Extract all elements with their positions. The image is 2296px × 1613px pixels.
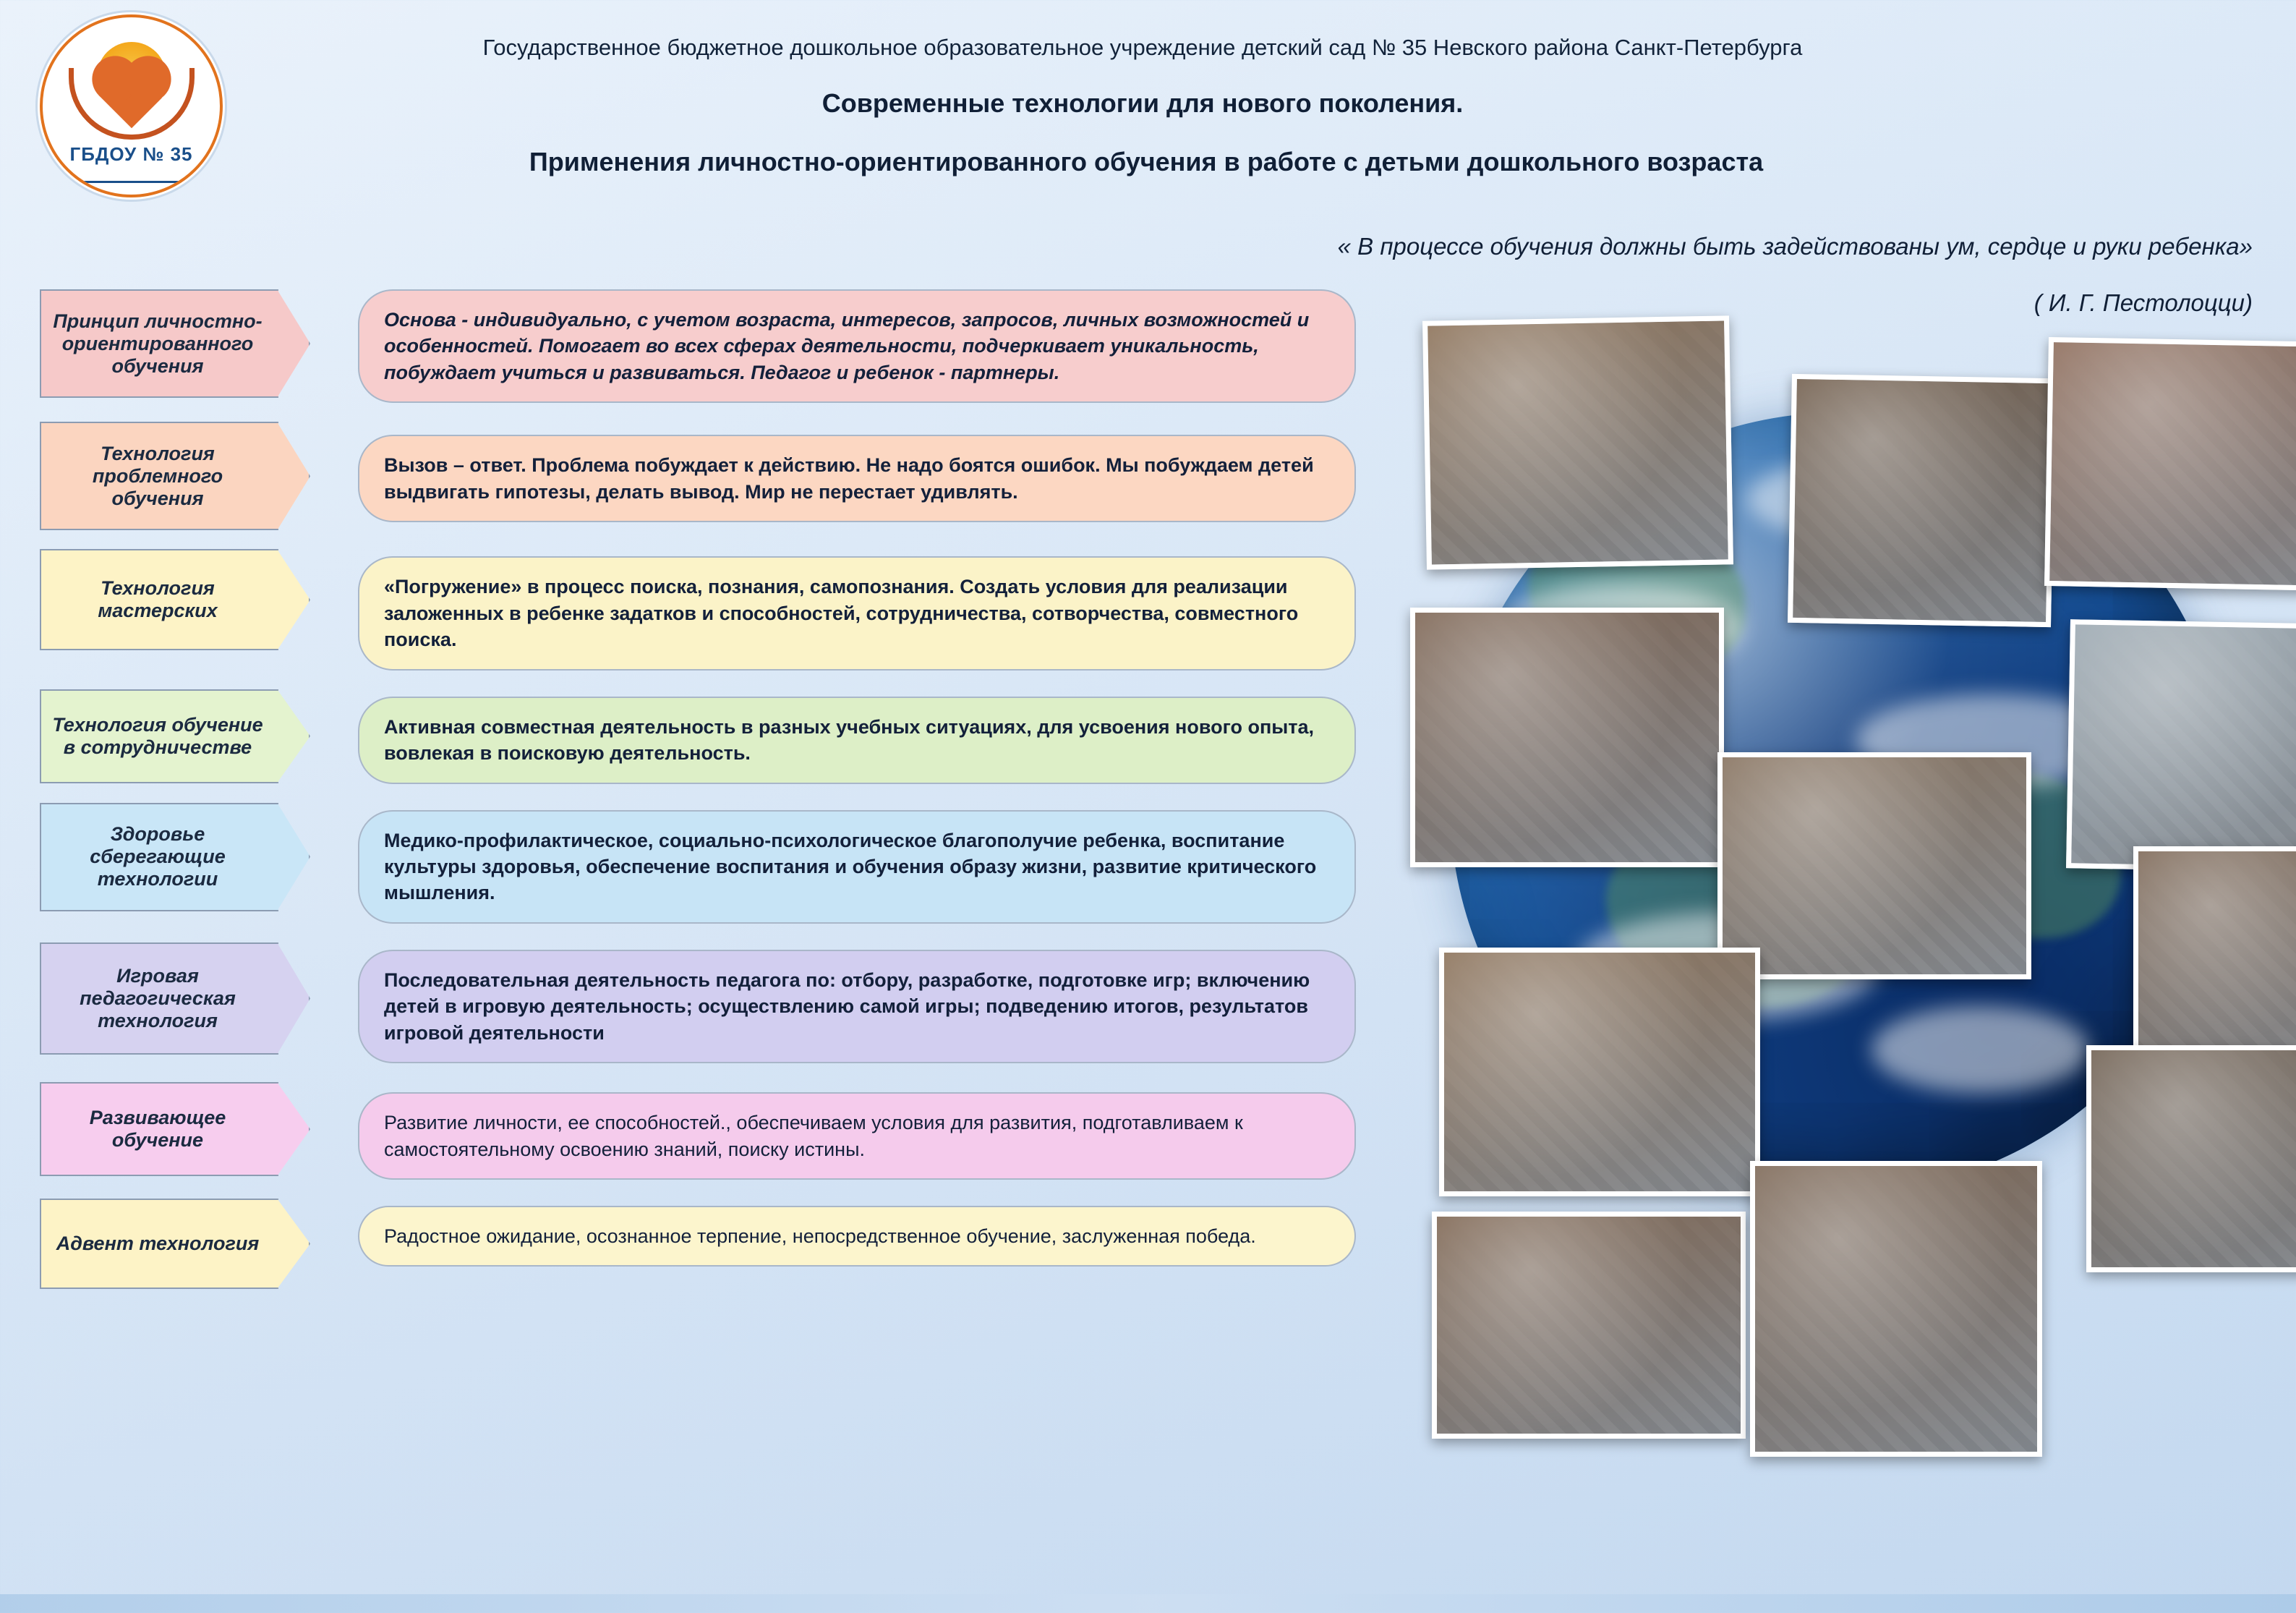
photo-image xyxy=(1437,1217,1741,1434)
photo-construction-table xyxy=(1422,315,1733,569)
photo-image xyxy=(1415,613,1719,862)
photo-image xyxy=(1793,379,2050,622)
technology-description: Последовательная деятельность педагога по: отбору, разработке, подготовке игр; включению детей в игровую деятельность; осуществлению самой игры; подведению итогов, результатов игровой деятельности xyxy=(358,950,1356,1063)
organization-name: Государственное бюджетное дошкольное образовательное учреждение детский сад № 35 Невского района Санкт-Петербурга xyxy=(482,35,1803,60)
technology-description: «Погружение» в процесс поиска, познания, самопознания. Создать условия для реализации заложенных в ребенке задатков и способностей, сотрудничества, сотворчества, совместного поиска. xyxy=(358,556,1356,670)
logo-arc xyxy=(59,181,204,183)
epigraph-author: ( И. Г. Пестолоцци) xyxy=(2033,289,2253,316)
photo-girl-portrait xyxy=(2133,846,2296,1073)
technology-tag[interactable]: Развивающее обучение xyxy=(40,1082,278,1176)
photo-long-table-craft xyxy=(1750,1161,2042,1457)
technology-row xyxy=(0,803,1417,924)
technology-tag[interactable]: Технология обучение в сотрудничестве xyxy=(40,689,278,783)
technology-description: Активная совместная деятельность в разных учебных ситуациях, для усвоения нового опыта, вовлекая в поисковую деятельность. xyxy=(358,697,1356,784)
footer-stripe xyxy=(0,1594,2296,1613)
technology-tag[interactable]: Технология мастерских xyxy=(40,549,278,650)
technology-row xyxy=(0,422,1417,530)
photo-art-workshop xyxy=(1410,608,1724,867)
photo-collage xyxy=(1396,275,2296,1613)
photo-group-activity xyxy=(1432,1212,1746,1439)
technology-row xyxy=(0,289,1417,403)
technology-tag[interactable]: Здоровье сберегающие технологии xyxy=(40,803,278,911)
technology-description: Медико-профилактическое, социально-психологическое благополучие ребенка, воспитание культуры здоровья, обеспечение воспитания и обучения образу жизни, развитие критического мышления. xyxy=(358,810,1356,924)
technology-row xyxy=(0,1082,1417,1180)
photo-image xyxy=(1723,757,2026,974)
photo-craft-girls xyxy=(1439,948,1760,1196)
technology-list xyxy=(0,289,1417,1308)
technology-description: Радостное ожидание, осознанное терпение, непосредственное обучение, заслуженная победа. xyxy=(358,1206,1356,1267)
technology-tag[interactable]: Технология проблемного обучения xyxy=(40,422,278,530)
photo-image xyxy=(1444,953,1755,1191)
technology-row xyxy=(0,942,1417,1063)
technology-description: Основа - индивидуально, с учетом возраста, интересов, запросов, личных возможностей и особенностей. Помогает во всех сферах деятельности, подчеркивает уникальность, побуждает учиться и развиваться. Педагог и ребенок - партнеры. xyxy=(358,289,1356,403)
technology-row xyxy=(0,689,1417,784)
logo-label: ГБДОУ № 35 xyxy=(69,143,193,165)
page-subtitle: Применения личностно-ориентированного обучения в работе с детьми дошкольного возраста xyxy=(529,147,1764,176)
photo-image xyxy=(2091,1050,2296,1267)
photo-image xyxy=(1427,320,1728,564)
photo-image xyxy=(2071,624,2296,868)
photo-winter-group xyxy=(2066,619,2296,874)
technology-tag[interactable]: Адвент технология xyxy=(40,1199,278,1289)
photo-two-children-paper xyxy=(1788,374,2055,627)
technology-row xyxy=(0,549,1417,670)
photo-image xyxy=(2138,851,2296,1068)
page-title: Современные технологии для нового поколения. xyxy=(821,88,1464,118)
technology-description: Вызов – ответ. Проблема побуждает к действию. Не надо боятся ошибок. Мы побуждаем детей выдвигать гипотезы, делать вывод. Мир не перестает удивлять. xyxy=(358,435,1356,522)
photo-image xyxy=(1755,1166,2037,1452)
technology-tag[interactable]: Игровая педагогическая технология xyxy=(40,942,278,1055)
photo-image xyxy=(2049,342,2296,587)
photo-tablet-lesson xyxy=(1717,752,2031,979)
technology-tag[interactable]: Принцип личностно-ориентированного обучения xyxy=(40,289,278,398)
technology-description: Развитие личности, ее способностей., обеспечиваем условия для развития, подготавливаем к самостоятельному освоению знаний, поиску истины. xyxy=(358,1092,1356,1180)
technology-row xyxy=(0,1199,1417,1289)
photo-paper-craft-table xyxy=(2044,337,2296,592)
photo-boy-interactive-board xyxy=(2086,1045,2296,1272)
epigraph-quote: « В процессе обучения должны быть задействованы ум, сердце и руки ребенка» xyxy=(1337,233,2253,260)
